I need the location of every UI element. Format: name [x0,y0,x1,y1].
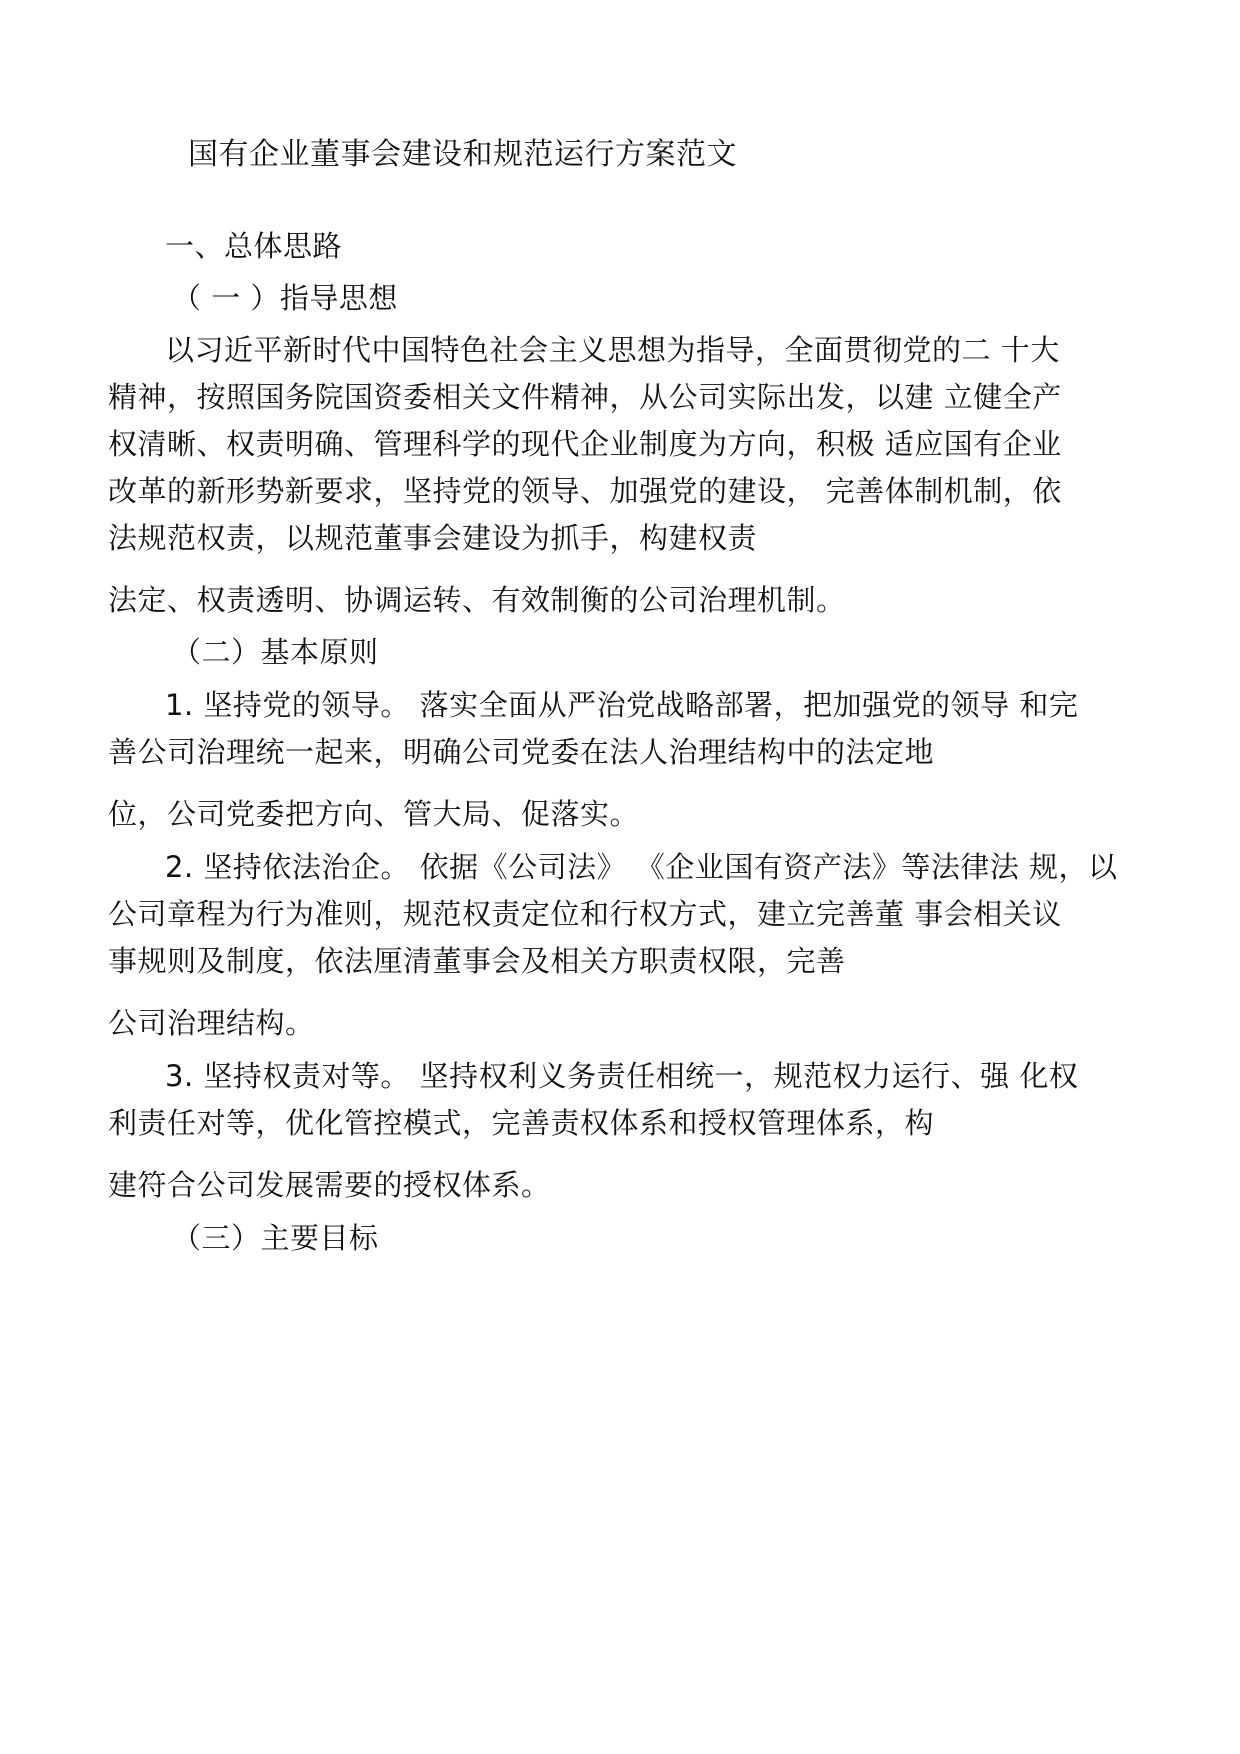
paragraph-line: 事规则及制度，依法厘清董事会及相关方职责权限，完善 [108,944,846,978]
paragraph-line: 建符合公司发展需要的授权体系。 [108,1168,551,1202]
document-title: 国有企业董事会建设和规范运行方案范文 [188,137,737,172]
paragraph-line: 1. 坚持党的领导。 落实全面从严治党战略部署，把加强党的领导 和完 [165,688,1079,722]
paragraph-line: 精神，按照国务院国资委相关文件精神，从公司实际出发，以建 立健全产 [108,380,1062,414]
section-heading: 一、总体思路 [165,229,343,263]
paragraph-line: 3. 坚持权责对等。 坚持权利义务责任相统一，规范权力运行、强 化权 [165,1059,1079,1093]
paragraph-line: 法定、权责透明、协调运转、有效制衡的公司治理机制。 [108,583,846,617]
paragraph-line: 公司章程为行为准则，规范权责定位和行权方式，建立完善董 事会相关议 [108,897,1062,931]
paragraph-line: 权清晰、权责明确、管理科学的现代企业制度为方向，积极 适应国有企业 [108,427,1062,461]
paragraph-line: 法规范权责，以规范董事会建设为抓手，构建权责 [108,521,758,555]
subsection-heading: （三）主要目标 [172,1221,379,1255]
paragraph-line: 改革的新形势新要求，坚持党的领导、加强党的建设， 完善体制机制，依 [108,474,1062,508]
subsection-heading: （ 一 ）指导思想 [172,281,398,315]
paragraph-line: 位，公司党委把方向、管大局、促落实。 [108,797,640,831]
paragraph-line: 利责任对等，优化管控模式，完善责权体系和授权管理体系，构 [108,1106,935,1140]
paragraph-line: 公司治理结构。 [108,1006,315,1040]
paragraph-line: 以习近平新时代中国特色社会主义思想为指导，全面贯彻党的二 十大 [165,333,1060,367]
paragraph-line: 善公司治理统一起来，明确公司党委在法人治理结构中的法定地 [108,735,935,769]
subsection-heading: （二）基本原则 [172,635,379,669]
paragraph-line: 2. 坚持依法治企。 依据《公司法》 《企业国有资产法》等法律法 规，以 [165,850,1118,884]
